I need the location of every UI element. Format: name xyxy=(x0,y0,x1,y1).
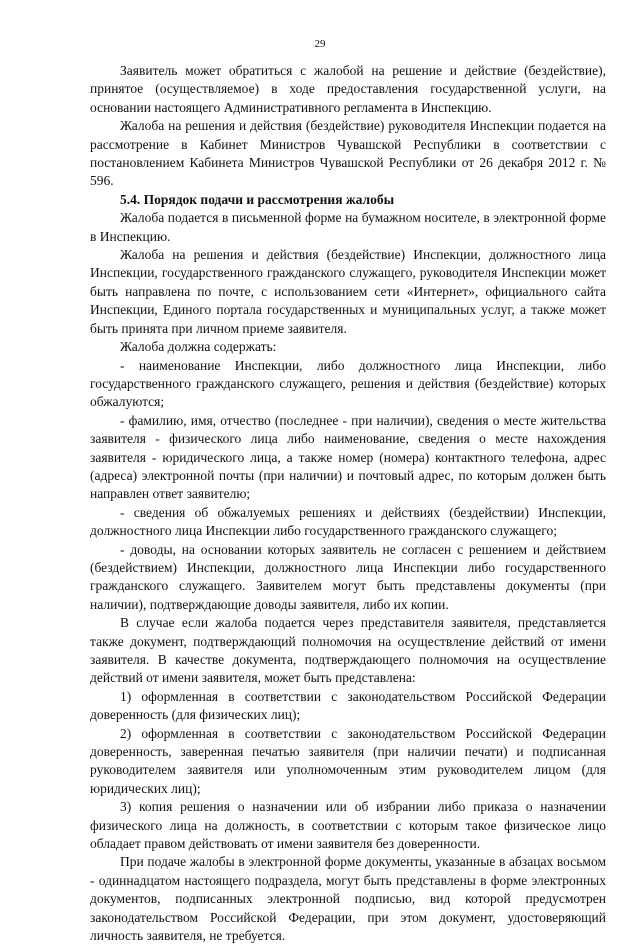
list-item: - доводы, на основании которых заявитель не согласен с решением и действием (бездействием) Инспекции, должностного лица Инспекции либо государственного гражданского служащего. Заявителем могут быть представлены документы (при наличии), подтверждающие доводы заявителя, либо их копии. xyxy=(90,541,606,612)
paragraph: Жалоба на решения и действия (бездействие) руководителя Инспекции подается на рассмотрение в Кабинет Министров Чувашской Республики в соответствии с постановлением Кабинета Министров Чувашской Республики от 26 декабря 2012 г. № 596. xyxy=(90,118,606,189)
numbered-item: 1) оформленная в соответствии с законодательством Российской Федерации доверенность (для физических лиц); xyxy=(90,688,606,723)
paragraph: В случае если жалоба подается через представителя заявителя, представляется также документ, подтверждающий полномочия на осуществление действий от имени заявителя. В качестве документа, подтверждающего полномочия на осуществление действий от имени заявителя, может быть представлена: xyxy=(90,615,606,686)
paragraph: Заявитель может обратиться с жалобой на решение и действие (бездействие), принятое (осуществляемое) в ходе предоставления государственной услуги, на основании настоящего Административного регламента в Инспекцию. xyxy=(90,63,606,115)
numbered-item: 3) копия решения о назначении или об избрании либо приказа о назначении физического лица на должность, в соответствии с которым такое физическое лицо обладает правом действовать от имени заявителя без доверенности. xyxy=(90,799,606,852)
section-heading: 5.4. Порядок подачи и рассмотрения жалобы xyxy=(120,191,395,207)
paragraph: При подаче жалобы в электронной форме документы, указанные в абзацах восьмом - одиннадцатом настоящего подраздела, могут быть представлены в форме электронных документов, подписанных электронной подписью, вид которой предусмотрен законодательством Российской Федерации, при этом документ, удостоверяющий личность заявителя, не требуется. xyxy=(90,854,606,944)
list-item: - наименование Инспекции, либо должностного лица Инспекции, либо государственного гражданского служащего, решения и действия (бездействие) которых обжалуются; xyxy=(90,357,606,410)
list-item: - сведения об обжалуемых решениях и действиях (бездействии) Инспекции, должностного лица Инспекции либо государственного гражданского служащего; xyxy=(90,504,606,539)
list-item: - фамилию, имя, отчество (последнее - при наличии), сведения о месте жительства заявителя - физического лица либо наименование, сведения о месте нахождения заявителя - юридического лица, а также номер (номера) контактного телефона, адрес (адреса) электронной почты (при наличии) и почтовый адрес, по которым должен быть направлен ответ заявителю; xyxy=(90,412,606,502)
paragraph: Жалоба подается в письменной форме на бумажном носителе, в электронной форме в Инспекцию. xyxy=(90,210,606,244)
paragraph: Жалоба на решения и действия (бездействие) Инспекции, должностного лица Инспекции, государственного гражданского служащего, руководителя Инспекции может быть направлена по почте, с использованием сети «Интернет», официального сайта Инспекции, Единого портала государственных и муниципальных услуг, а также может быть принята при личном приеме заявителя. xyxy=(90,247,606,336)
document-body xyxy=(90,62,606,946)
numbered-item: 2) оформленная в соответствии с законодательством Российской Федерации доверенность, заверенная печатью заявителя (при наличии печати) и подписанная руководителем заявителя или уполномоченным этим руководителем лицом (для юридических лиц); xyxy=(90,725,606,796)
paragraph: Жалоба должна содержать: xyxy=(120,339,277,355)
page-number: 29 xyxy=(314,38,326,50)
